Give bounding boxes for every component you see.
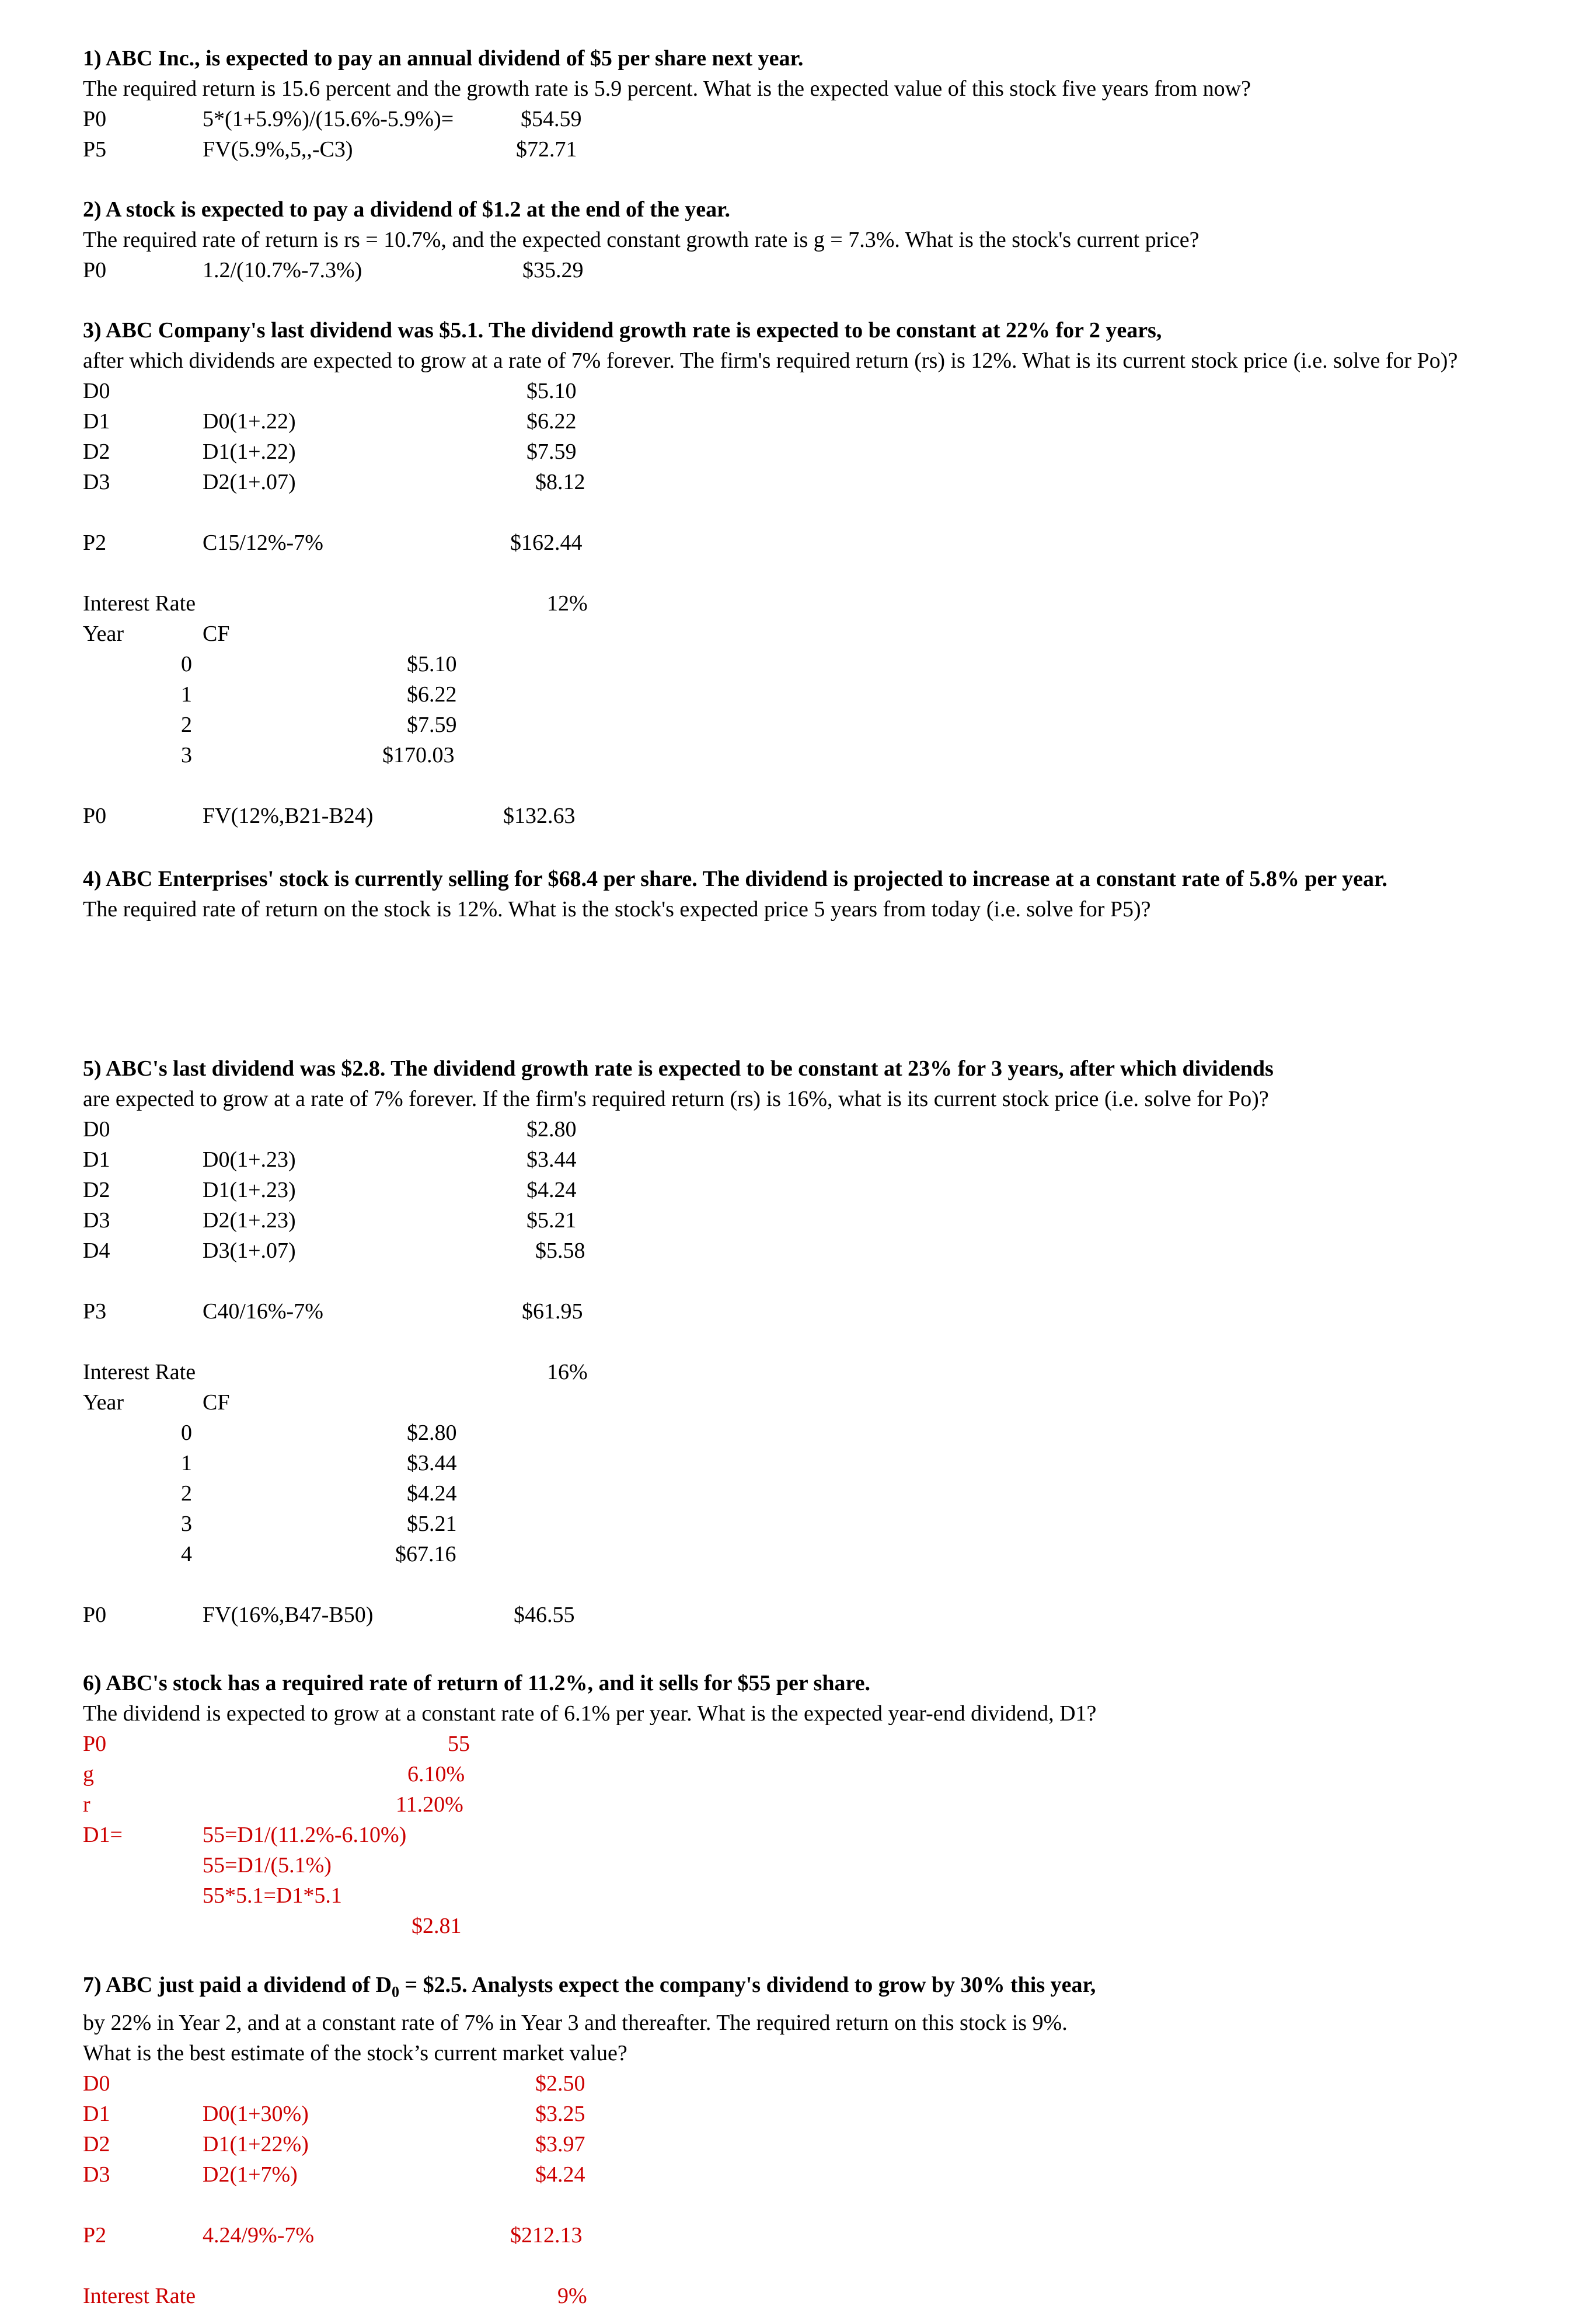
q3-row-p2 [83,528,1458,558]
q7-row-d1 [83,2099,1096,2129]
row-formula: D2(1+.23) [203,1208,296,1233]
row-label: D3 [83,470,110,494]
row-value: $8.12 [535,470,585,494]
work-step: 55=D1/(5.1%) [203,1853,332,1878]
q6-title: 6) ABC's stock has a required rate of return of 11.2%, and it sells for $55 per share. [83,1671,870,1695]
q3-cf-row [83,740,1458,770]
q7-row-d2 [83,2129,1096,2159]
cf-year: 4 [181,1542,192,1566]
q3-text: after which dividends are expected to grow at a rate of 7% forever. The firm's required return (rs) is 12%. What is its current stock price (i.e. solve for Po)? [83,348,1458,373]
row-formula: FV(16%,B47-B50) [203,1603,374,1627]
q4-title: 4) ABC Enterprises' stock is currently selling for $68.4 per share. The dividend is projected to increase at a constant rate of 5.8% per year. [83,867,1387,891]
q5-text: are expected to grow at a rate of 7% forever. If the firm's required return (rs) is 16%, what is its current stock price (i.e. solve for Po)? [83,1087,1269,1111]
q7-title [83,1970,1096,2008]
cf-value: $2.80 [407,1421,457,1445]
row-value: $5.21 [526,1208,577,1233]
row-label: D4 [83,1238,110,1263]
q6-row-d1 [83,1820,1096,1850]
cf-year: 1 [181,682,192,707]
row-label: D0 [83,379,110,403]
interest-label: Interest Rate [83,2283,196,2308]
q6-row-answer [83,1911,1096,1941]
cf-year: 3 [181,1512,192,1536]
q6-row-step2 [83,1850,1096,1880]
row-value: $3.25 [535,2101,585,2126]
q1-row-p5 [83,134,1251,165]
row-label: D0 [83,2071,110,2096]
q3-cf-row [83,649,1458,679]
row-label: D2 [83,2131,110,2156]
row-value: $212.13 [510,2222,583,2248]
row-label: P3 [83,1299,107,1324]
row-label: D3 [83,2162,110,2187]
q2-row-p0 [83,255,1200,285]
row-label: D3 [83,1208,110,1233]
row-label: D1= [83,1823,123,1847]
q5-row-p3 [83,1296,1274,1327]
q3-cf-header [83,619,1458,649]
interest-value: 16% [547,1360,588,1384]
q3-row-d2 [83,437,1458,467]
q5-row-d1 [83,1144,1274,1175]
row-value: $5.58 [535,1238,585,1263]
row-formula: 5*(1+5.9%)/(15.6%-5.9%)= [203,107,454,131]
row-value: $5.10 [526,379,577,403]
interest-value: 9% [557,2283,587,2308]
q2-title: 2) A stock is expected to pay a dividend of $1.2 at the end of the year. [83,197,731,222]
row-formula: D1(1+22%) [203,2131,309,2156]
question-1 [83,43,1251,165]
q6-row-g [83,1759,1096,1789]
interest-value: 12% [547,591,588,616]
cf-year: 2 [181,1481,192,1506]
row-formula: FV(12%,B21-B24) [203,804,374,828]
row-value: $54.59 [521,107,582,131]
cf-value: $7.59 [407,713,457,737]
q7-text-2: What is the best estimate of the stock’s current market value? [83,2040,627,2065]
row-label: P0 [83,1603,107,1627]
row-value: $4.24 [535,2162,585,2187]
q3-cf-row [83,710,1458,740]
row-value: $2.50 [535,2071,585,2096]
q3-interest-row [83,588,1458,619]
q7-text-1: by 22% in Year 2, and at a constant rate of 7% in Year 3 and thereafter. The required return on this stock is 9%. [83,2010,1068,2035]
q5-cf-row [83,1448,1274,1478]
row-value: $132.63 [503,804,576,828]
row-formula: C40/16%-7% [203,1299,323,1324]
year-header: Year [83,622,124,646]
q3-row-p0 [83,801,1458,831]
cf-year: 3 [181,743,192,767]
q5-row-d2 [83,1175,1274,1205]
q5-row-d0 [83,1114,1274,1144]
q3-title: 3) ABC Company's last dividend was $5.1. The dividend growth rate is expected to be constant at 22% for 2 years, [83,318,1162,343]
q3-cf-row [83,679,1458,710]
answer-value: $2.81 [412,1914,462,1938]
row-label: D1 [83,1147,110,1172]
row-value: $35.29 [522,258,584,282]
interest-label: Interest Rate [83,1360,196,1384]
q6-row-step3 [83,1880,1096,1911]
row-label: D2 [83,1178,110,1202]
question-4 [83,864,1387,924]
cf-value: $67.16 [395,1542,456,1566]
row-label: P0 [83,804,107,828]
cf-year: 0 [181,1421,192,1445]
cf-value: $3.44 [407,1451,457,1475]
q7-title-sub: 0 [391,1983,399,2001]
work-step: 55=D1/(11.2%-6.10%) [203,1823,407,1847]
row-value: $72.71 [516,137,577,162]
q5-interest-row [83,1357,1274,1387]
cf-value: $5.21 [407,1512,457,1536]
row-formula: D2(1+.07) [203,470,296,494]
row-formula: D0(1+.23) [203,1147,296,1172]
question-6 [83,1668,1096,1941]
row-value: $3.97 [535,2131,585,2156]
q7-row-p2 [83,2220,1096,2250]
q6-text: The dividend is expected to grow at a constant rate of 6.1% per year. What is the expected year-end dividend, D1? [83,1701,1097,1726]
row-formula: 1.2/(10.7%-7.3%) [203,258,362,282]
q6-row-p0 [83,1729,1096,1759]
q1-row-p0 [83,104,1251,134]
row-value: $162.44 [510,531,583,555]
row-formula: D3(1+.07) [203,1238,296,1263]
q2-text: The required rate of return is rs = 10.7%, and the expected constant growth rate is g = 7.3%. What is the stock's current price? [83,228,1200,252]
row-label: P5 [83,137,107,162]
row-label: P0 [83,258,107,282]
row-formula: FV(5.9%,5,,-C3) [203,137,353,162]
cf-header: CF [203,622,230,646]
q5-cf-row [83,1539,1274,1569]
row-value: $2.80 [526,1117,577,1142]
row-label: g [83,1762,94,1786]
row-value: $7.59 [526,439,577,464]
row-value: 11.20% [396,1792,463,1817]
q3-row-d3 [83,467,1458,497]
row-formula: 4.24/9%-7% [203,2222,315,2248]
q5-cf-row [83,1478,1274,1509]
row-value: $4.24 [526,1178,577,1202]
cf-header: CF [203,1390,230,1415]
cf-value: $6.22 [407,682,457,707]
q3-row-d0 [83,376,1458,406]
q5-cf-header [83,1387,1274,1418]
row-value: $6.22 [526,409,577,434]
q5-row-p0 [83,1600,1274,1630]
q7-title-pre: 7) ABC just paid a dividend of D [83,1973,392,1997]
q5-row-d4 [83,1236,1274,1266]
q5-cf-row [83,1509,1274,1539]
interest-label: Interest Rate [83,591,196,616]
question-5 [83,1053,1274,1630]
q3-row-d1 [83,406,1458,437]
cf-value: $170.03 [382,743,455,767]
cf-year: 2 [181,713,192,737]
question-7 [83,1970,1096,2311]
row-formula: D1(1+.22) [203,439,296,464]
row-label: D1 [83,2101,110,2126]
row-label: D1 [83,409,110,434]
q5-title: 5) ABC's last dividend was $2.8. The dividend growth rate is expected to be constant at 23% for 3 years, after which dividends [83,1056,1274,1081]
cf-year: 1 [181,1451,192,1475]
row-formula: C15/12%-7% [203,531,323,555]
row-label: P2 [83,531,107,555]
question-2 [83,194,1200,285]
q1-text: The required return is 15.6 percent and the growth rate is 5.9 percent. What is the expected value of this stock five years from now? [83,76,1251,101]
row-label: P0 [83,107,107,131]
row-formula: D0(1+.22) [203,409,296,434]
cf-value: $4.24 [407,1481,457,1506]
year-header: Year [83,1390,124,1415]
cf-value: $5.10 [407,652,457,676]
q7-title-post: = $2.5. Analysts expect the company's dividend to grow by 30% this year, [399,1973,1096,1997]
q7-row-d3 [83,2159,1096,2190]
row-formula: D1(1+.23) [203,1178,296,1202]
q7-interest-row [83,2281,1096,2311]
q5-row-d3 [83,1205,1274,1236]
row-value: $46.55 [514,1603,575,1627]
row-formula: D0(1+30%) [203,2101,309,2126]
row-value: $61.95 [522,1299,583,1324]
row-value: $3.44 [526,1147,577,1172]
q7-row-d0 [83,2068,1096,2099]
q1-title: 1) ABC Inc., is expected to pay an annual dividend of $5 per share next year. [83,46,804,71]
row-label: r [83,1792,90,1817]
row-label: P0 [83,1732,107,1756]
work-step: 55*5.1=D1*5.1 [203,1883,342,1908]
row-label: P2 [83,2222,107,2248]
row-label: D2 [83,439,110,464]
row-value: 6.10% [407,1762,465,1786]
question-3 [83,315,1458,831]
row-value: 55 [448,1732,470,1756]
row-formula: D2(1+7%) [203,2162,298,2187]
q6-row-r [83,1789,1096,1820]
row-label: D0 [83,1117,110,1142]
cf-year: 0 [181,652,192,676]
q5-cf-row [83,1418,1274,1448]
q4-text: The required rate of return on the stock is 12%. What is the stock's expected price 5 years from today (i.e. solve for P5)? [83,897,1151,922]
